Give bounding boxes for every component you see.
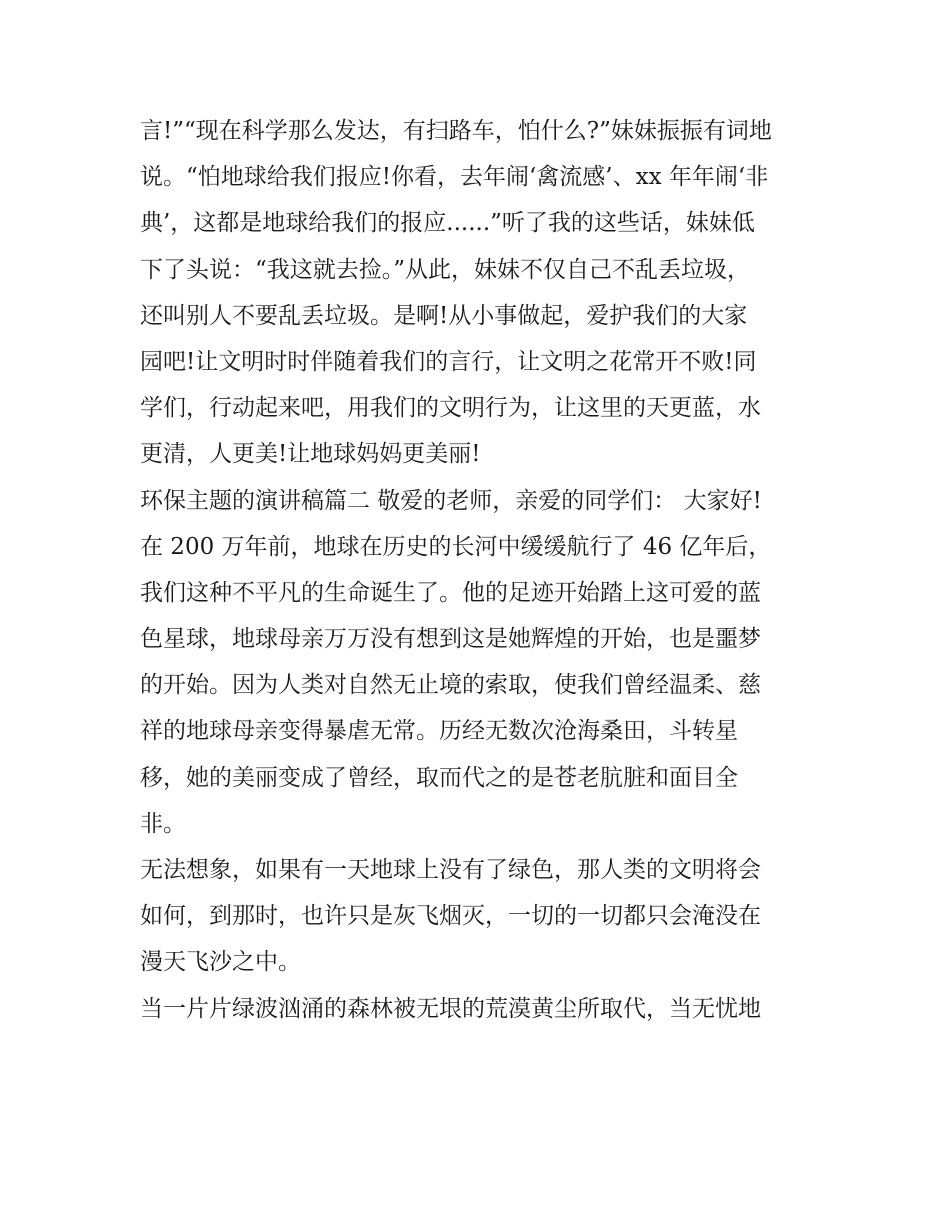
text-line: 漫天飞沙之中。 <box>140 949 301 976</box>
text-line: 在 200 万年前，地球在历史的长河中缓缓航行了 46 亿年后， <box>140 533 772 560</box>
text-line: 色星球，地球母亲万万没有想到这是她辉煌的开始，也是噩梦 <box>140 626 761 653</box>
text-line: 我们这种不平凡的生命诞生了。他的足迹开始踏上这可爱的蓝 <box>140 579 761 606</box>
text-line: 言!”“现在科学那么发达，有扫路车，怕什么?”妹妹振振有词地 <box>140 118 772 144</box>
document-body <box>140 108 820 1032</box>
text-line: 的开始。因为人类对自然无止境的索取，使我们曾经温柔、慈 <box>140 672 761 699</box>
text-line: 移，她的美丽变成了曾经，取而代之的是苍老肮脏和面目全 <box>140 764 738 791</box>
text-line: 更清，人更美!让地球妈妈更美丽! <box>140 441 481 468</box>
text-line: 当一片片绿波汹涌的森林被无垠的荒漠黄尘所取代，当无忧地 <box>140 995 761 1022</box>
text-line: 学们，行动起来吧，用我们的文明行为，让这里的天更蓝，水 <box>140 395 761 422</box>
text-line: 非。 <box>140 810 186 837</box>
text-line: 环保主题的演讲稿篇二 敬爱的老师，亲爱的同学们： 大家好! <box>140 487 762 514</box>
text-line: 典’，这都是地球给我们的报应......”听了我的这些话，妹妹低 <box>140 210 755 237</box>
text-line: 如何，到那时，也许只是灰飞烟灭，一切的一切都只会淹没在 <box>140 903 761 930</box>
text-line: 无法想象，如果有一天地球上没有了绿色，那人类的文明将会 <box>140 857 761 883</box>
text-line: 园吧!让文明时时伴随着我们的言行，让文明之花常开不败!同 <box>140 348 757 375</box>
text-line: 祥的地球母亲变得暴虐无常。历经无数次沧海桑田，斗转星 <box>140 718 738 745</box>
text-line: 说。“怕地球给我们报应!你看，去年闹‘禽流感’、xx 年年闹‘非 <box>140 164 769 191</box>
text-line: 还叫别人不要乱丢垃圾。是啊!从小事做起，爱护我们的大家 <box>140 302 748 329</box>
text-line: 下了头说：“我这就去捡。”从此，妹妹不仅自己不乱丢垃圾， <box>140 256 751 283</box>
